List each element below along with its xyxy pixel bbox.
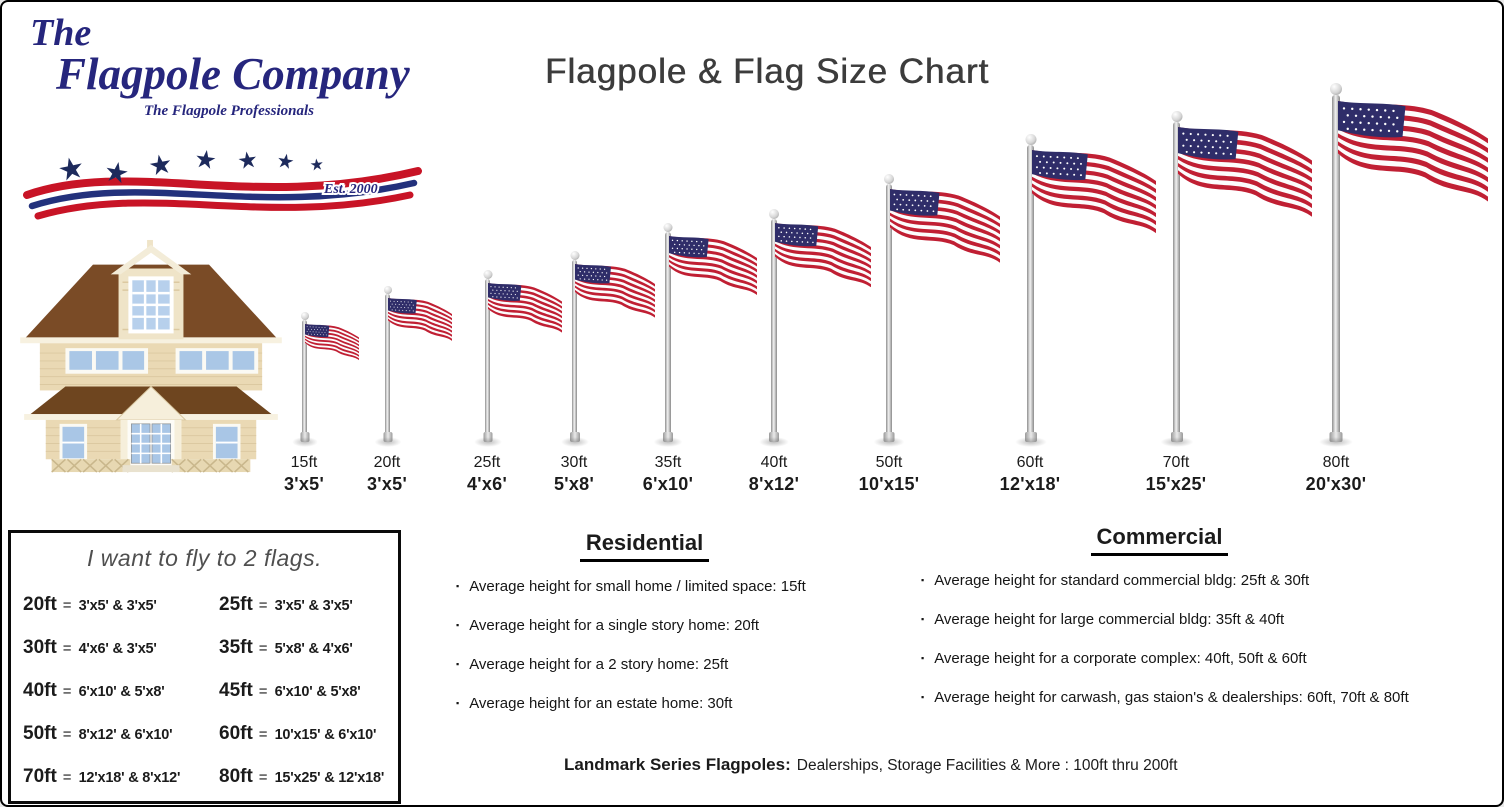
pole-height-label: 25ft [473,454,501,471]
bullet-item [456,578,847,595]
pole-base-shadow [474,437,502,447]
flag-pair-value: 6'x10' & 5'x8' [274,684,361,700]
flag-pair-value: 3'x5' & 3'x5' [274,598,353,614]
svg-text:★: ★ [308,154,325,175]
bullet-text: Average height for a single story home: 20ft [469,617,760,634]
two-flags-row-30ft [23,637,219,659]
company-logo [24,12,424,197]
bullet-icon: ▪ [456,698,460,708]
bullet-item [921,689,1412,706]
house-second-floor [40,343,262,390]
equals-sign: = [62,726,72,743]
pole-height-label: 60ft [1016,454,1044,471]
us-flag-icon [305,324,359,361]
pole-label-50ft [834,454,944,495]
pole-base-shadow [1160,437,1193,447]
flag-pair-value: 6'x10' & 5'x8' [78,684,165,700]
svg-text:★: ★ [54,149,89,190]
equals-sign: = [258,769,268,786]
flagpole-30ft [572,260,577,442]
us-flag-icon [575,264,655,318]
bullet-text: Average height for carwash, gas staion's & dealerships: 60ft, 70ft & 80ft [934,689,1409,706]
pole-height-label: 15ft [290,454,318,471]
two-flags-row-70ft [23,766,219,788]
pole-height-label: 40ft [760,454,788,471]
pole-height-label: 70ft [1162,454,1190,471]
commercial-heading: Commercial [1091,524,1229,556]
pole-height-value: 25ft [219,594,253,615]
bullet-icon: ▪ [456,620,460,630]
flag-size-label: 3'x5' [366,474,408,494]
pole-height-value: 50ft [23,723,57,744]
pole-height-value: 40ft [23,680,57,701]
landmark-note [564,755,1178,775]
logo-wordmark-the: The [30,12,92,54]
flag-pair-value: 4'x6' & 3'x5' [78,641,157,657]
pole-base-shadow [1015,437,1047,447]
pole-height-value: 70ft [23,766,57,787]
flag-size-label: 3'x5' [283,474,325,494]
bullet-item [921,611,1412,628]
pole-finial-icon [1025,134,1036,145]
pole-height-label: 35ft [654,454,682,471]
two-flags-title: I want to fly to 2 flags. [87,545,322,571]
bullet-item [456,656,847,673]
pole-base-shadow [874,437,905,447]
flag-pair-value: 10'x15' & 6'x10' [274,727,377,743]
flag-size-label: 10'x15' [858,474,920,494]
bullet-text: Average height for large commercial bldg: 35ft & 40ft [934,611,1285,628]
residential-bullet-list [442,578,847,712]
first-floor-window-left [60,424,88,461]
pole-base-shadow [374,437,401,447]
svg-text:★: ★ [101,154,132,191]
flag-pair-value: 8'x12' & 6'x10' [78,727,173,743]
pole-height-value: 80ft [219,766,253,787]
pole-finial-icon [1171,111,1182,122]
pole-finial-icon [1330,83,1342,95]
bullet-icon: ▪ [456,581,460,591]
pole-finial-icon [301,312,309,320]
bullet-text: Average height for an estate home: 30ft [469,695,733,712]
two-flags-row-20ft [23,594,219,616]
pole-height-value: 45ft [219,680,253,701]
pole-base-shadow [561,437,589,447]
pole-height-value: 35ft [219,637,253,658]
logo-wordmark-name: Flagpole Company [56,49,410,99]
residential-section [442,530,847,734]
flag-pair-value: 3'x5' & 3'x5' [78,598,157,614]
bullet-icon: ▪ [921,692,925,702]
flagpole-80ft [1332,95,1340,442]
flag-size-label: 5'x8' [553,474,595,494]
us-flag-icon [775,223,871,288]
dormer-window [128,276,173,333]
bullet-item [921,650,1412,667]
pole-label-20ft [332,454,442,495]
flag-size-label: 4'x6' [466,474,508,494]
pole-height-label: 30ft [560,454,588,471]
pole-height-value: 20ft [23,594,57,615]
two-flags-row-60ft [219,723,398,745]
two-flags-row-25ft [219,594,398,616]
upper-ribbon-window-right [176,348,259,374]
svg-text:★: ★ [145,148,176,183]
two-flags-row-50ft [23,723,219,745]
bullet-icon: ▪ [456,659,460,669]
us-flag-icon [1338,101,1488,203]
landmark-label: Landmark Series Flagpoles: [564,755,791,774]
flag-pair-value: 15'x25' & 12'x18' [274,770,385,786]
pole-finial-icon [884,174,894,184]
pole-height-label: 20ft [373,454,401,471]
equals-sign: = [258,726,268,743]
two-flags-row-35ft [219,637,398,659]
us-flag-icon [890,189,1000,264]
bullet-icon: ▪ [921,653,925,663]
us-flag-icon [388,298,452,342]
flag-size-label: 8'x12' [748,474,800,494]
pole-label-40ft [719,454,829,495]
pole-finial-icon [384,286,392,294]
two-flags-row-40ft [23,680,219,702]
residential-heading: Residential [580,530,709,562]
pole-base-shadow [759,437,789,447]
bullet-icon: ▪ [921,575,925,585]
flagpole-20ft [385,294,390,442]
pole-base-shadow [654,437,683,447]
two-flags-row-80ft [219,766,398,788]
pole-label-70ft [1121,454,1231,495]
flagpole-15ft [302,320,307,442]
us-flag-icon [488,283,562,333]
logo-established: Est. 2000 [324,182,378,197]
equals-sign: = [62,597,72,614]
bullet-text: Average height for standard commercial bldg: 25ft & 30ft [934,572,1310,589]
pole-label-80ft [1281,454,1391,495]
equals-sign: = [258,597,268,614]
first-floor-window-right [213,424,241,461]
flagpole-40ft [771,219,777,442]
stars-stripes-swoosh-icon [22,138,422,228]
flag-size-label: 12'x18' [999,474,1061,494]
us-flag-icon [1032,150,1156,234]
flag-size-label: 15'x25' [1145,474,1207,494]
upper-ribbon-window-left [65,348,148,374]
two-flags-row-45ft [219,680,398,702]
svg-text:★: ★ [192,143,219,176]
pole-finial-icon [483,270,492,279]
flagpole-50ft [886,184,892,442]
flagpole-25ft [485,279,490,442]
flag-size-label: 6'x10' [642,474,694,494]
flag-pair-value: 12'x18' & 8'x12' [78,770,181,786]
bullet-item [921,572,1412,589]
pole-height-value: 60ft [219,723,253,744]
pole-finial-icon [570,251,579,260]
equals-sign: = [258,640,268,657]
landmark-text: Dealerships, Storage Facilities & More : 100ft thru 200ft [796,757,1178,774]
house-illustration [18,239,284,475]
logo-tagline: The Flagpole Professionals [143,103,314,119]
pole-label-60ft [975,454,1085,495]
equals-sign: = [62,769,72,786]
svg-text:★: ★ [235,146,260,176]
commercial-section [907,524,1412,728]
commercial-bullet-list [907,572,1412,706]
pole-finial-icon [769,209,779,219]
flagpole-60ft [1027,145,1034,442]
pole-height-value: 30ft [23,637,57,658]
us-flag-icon [1178,127,1312,218]
equals-sign: = [62,640,72,657]
bullet-item [456,617,847,634]
pole-base-shadow [292,437,318,447]
two-flags-box [8,530,401,804]
bullet-text: Average height for a 2 story home: 25ft [469,656,729,673]
svg-text:★: ★ [274,147,297,175]
flag-pair-value: 5'x8' & 4'x6' [274,641,353,657]
equals-sign: = [62,683,72,700]
bullet-item [456,695,847,712]
equals-sign: = [258,683,268,700]
pole-base-shadow [1319,437,1353,447]
us-flag-icon [669,236,757,296]
two-flags-grid [23,594,398,788]
pole-height-label: 50ft [875,454,903,471]
flagpole-35ft [665,232,671,442]
flagpole-70ft [1173,122,1180,442]
pole-finial-icon [664,223,673,232]
bullet-text: Average height for a corporate complex: 40ft, 50ft & 60ft [934,650,1307,667]
pole-label-35ft [613,454,723,495]
page-title: Flagpole & Flag Size Chart [544,52,990,91]
bullet-text: Average height for small home / limited space: 15ft [469,578,806,595]
bullet-icon: ▪ [921,614,925,624]
pole-height-label: 80ft [1322,454,1350,471]
flag-size-label: 20'x30' [1305,474,1367,494]
house-dormer [111,240,192,339]
